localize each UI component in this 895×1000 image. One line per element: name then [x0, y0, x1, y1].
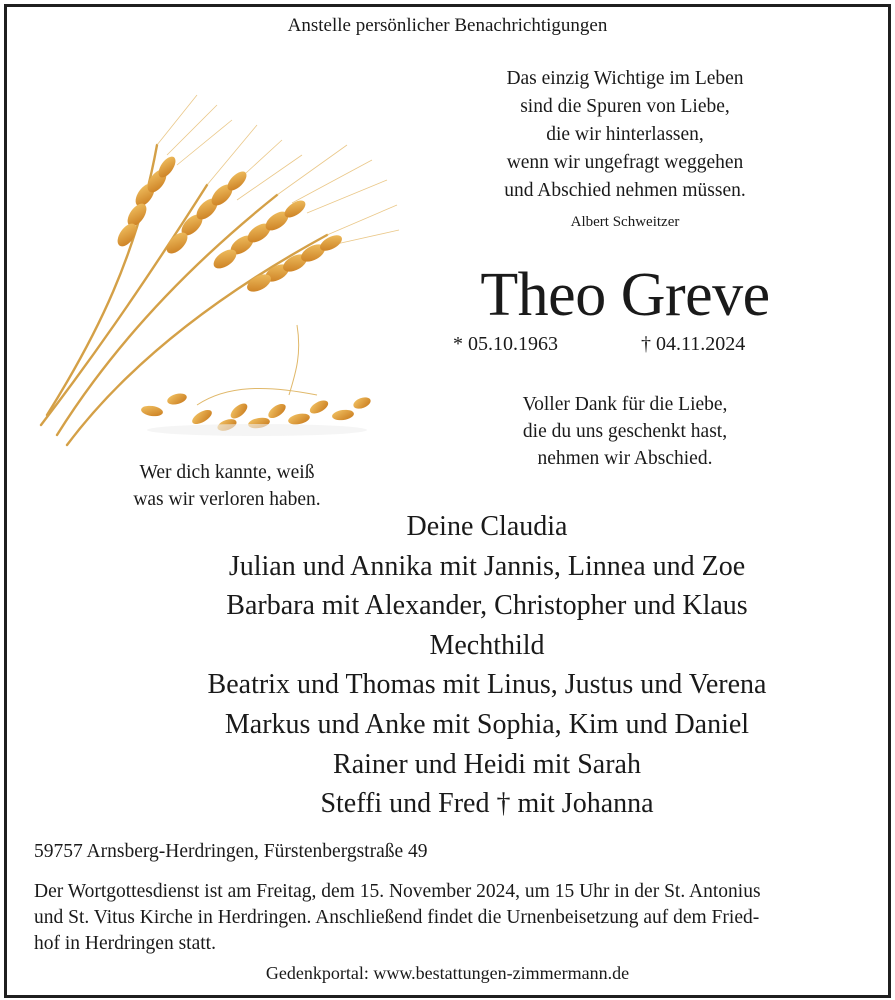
address: 59757 Arnsberg-Herdringen, Fürstenbergstraße 49 — [34, 841, 428, 862]
quote-line: Das einzig Wichtige im Leben — [506, 68, 744, 89]
quote-line: wenn wir ungefragt weggehen — [506, 152, 744, 173]
death-date: † 04.11.2024 — [641, 333, 746, 355]
thanks-block — [435, 391, 815, 472]
quote-line: die wir hinterlassen, — [546, 124, 704, 145]
quote-block — [435, 65, 815, 205]
quote-line: und Abschied nehmen müssen. — [504, 180, 746, 201]
deceased-name: Theo Greve — [480, 261, 770, 329]
verse-line: Wer dich kannte, weiß — [139, 462, 315, 483]
thanks-line: Voller Dank für die Liebe, — [522, 394, 728, 415]
mourner-line: Deine Claudia — [406, 511, 568, 542]
mourners-list — [107, 507, 867, 824]
obituary-notice — [4, 4, 891, 998]
quote-line: sind die Spuren von Liebe, — [520, 96, 730, 117]
service-line: Der Wortgottesdienst ist am Freitag, dem 15. November 2024, um 15 Uhr in der St. Antonius — [34, 881, 761, 902]
mourner-line: Barbara mit Alexander, Christopher und Klaus — [226, 590, 748, 622]
left-verse — [47, 459, 407, 513]
service-line: hof in Herdringen statt. — [34, 933, 216, 954]
mourner-line: Markus und Anke mit Sophia, Kim und Daniel — [224, 708, 750, 740]
mourner-line: Julian und Annika mit Jannis, Linnea und Zoe — [228, 550, 746, 582]
mourner-line: Beatrix und Thomas mit Linus, Justus und Verena — [207, 669, 767, 701]
mourner-line: Mechthild — [429, 629, 545, 661]
quote-author: Albert Schweitzer — [570, 214, 680, 230]
mourner-line: Rainer und Heidi mit Sarah — [333, 748, 641, 780]
birth-date: * 05.10.1963 — [453, 333, 558, 355]
service-line: und St. Vitus Kirche in Herdringen. Anschließend findet die Urnenbeisetzung auf dem Fried- — [34, 907, 760, 928]
mourner-line: Steffi und Fred † mit Johanna — [320, 788, 654, 820]
header-notice: Anstelle persönlicher Benachrichtigungen — [287, 15, 608, 36]
service-info — [34, 879, 874, 957]
wheat-ears-illustration — [27, 85, 407, 455]
thanks-line: nehmen wir Abschied. — [537, 448, 713, 469]
memorial-portal: Gedenkportal: www.bestattungen-zimmermann.de — [265, 963, 630, 983]
verse-line: was wir verloren haben. — [133, 489, 321, 510]
thanks-line: die du uns geschenkt hast, — [522, 421, 728, 442]
